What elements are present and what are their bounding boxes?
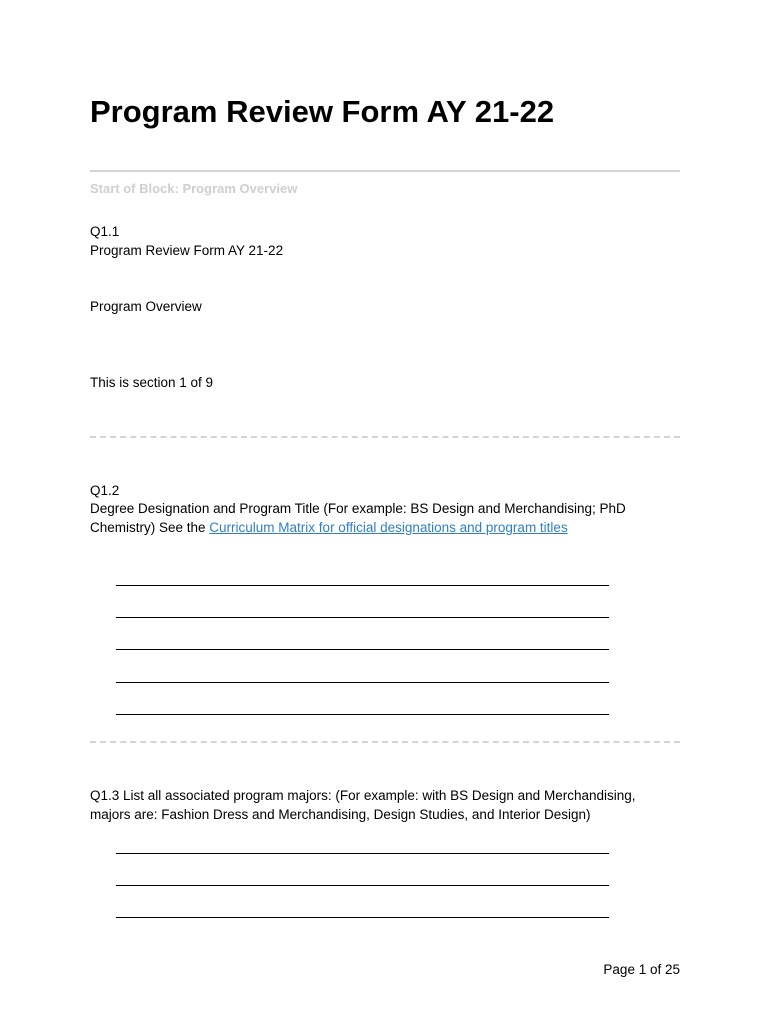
question-text-q1-1: Program Review Form AY 21-22 <box>90 243 284 258</box>
section-subtitle: Program Overview <box>90 299 202 314</box>
answer-line-q1-2-4[interactable] <box>116 682 609 683</box>
curriculum-matrix-link[interactable]: Curriculum Matrix for official designations and program titles <box>209 520 568 535</box>
answer-line-q1-2-5[interactable] <box>116 714 609 715</box>
question-separator <box>90 741 680 743</box>
page-title: Program Review Form AY 21-22 <box>90 94 555 129</box>
question-number-q1-2: Q1.2 <box>90 483 120 498</box>
block-divider <box>90 170 680 172</box>
question-text-q1-2-line1: Degree Designation and Program Title (For example: BS Design and Merchandising; PhD <box>90 501 626 516</box>
section-info: This is section 1 of 9 <box>90 375 214 390</box>
question-text-q1-2-line2 <box>90 518 568 537</box>
answer-line-q1-2-2[interactable] <box>116 617 609 618</box>
answer-line-q1-3-3[interactable] <box>116 917 609 918</box>
answer-line-q1-2-3[interactable] <box>116 649 609 650</box>
block-label: Start of Block: Program Overview <box>90 181 298 196</box>
answer-line-q1-2-1[interactable] <box>116 585 609 586</box>
answer-line-q1-3-2[interactable] <box>116 885 609 886</box>
page-number: Page 1 of 25 <box>603 962 680 977</box>
question-text-q1-2-prefix: Chemistry) See the <box>90 520 210 535</box>
question-separator <box>90 436 680 438</box>
question-text-q1-3-line1: Q1.3 List all associated program majors: (For example: with BS Design and Merchandising, <box>90 788 636 803</box>
question-number-q1-1: Q1.1 <box>90 224 120 239</box>
question-text-q1-3-line2: majors are: Fashion Dress and Merchandising, Design Studies, and Interior Design) <box>90 807 591 822</box>
answer-line-q1-3-1[interactable] <box>116 853 609 854</box>
